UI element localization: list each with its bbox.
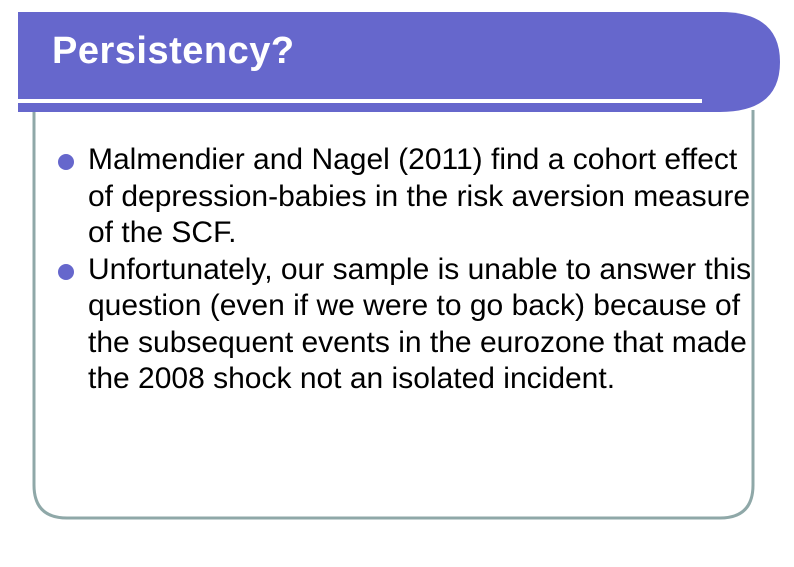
bullet-text: Malmendier and Nagel (2011) find a cohort effect of depression-babies in the risk aversion measure of the SCF. — [88, 143, 751, 249]
bullet-item — [52, 142, 762, 252]
bullet-text: Unfortunately, our sample is unable to answer this question (even if we were to go back) because of the subsequent events in the eurozone that made the 2008 shock not an isolated incident. — [88, 252, 752, 395]
bullet-item — [52, 252, 762, 398]
bullet-list — [52, 142, 762, 398]
bullet-dot-icon — [58, 154, 74, 170]
bullet-dot-icon — [58, 264, 74, 280]
slide-title: Persistency? — [52, 30, 295, 72]
title-underline — [18, 99, 702, 103]
